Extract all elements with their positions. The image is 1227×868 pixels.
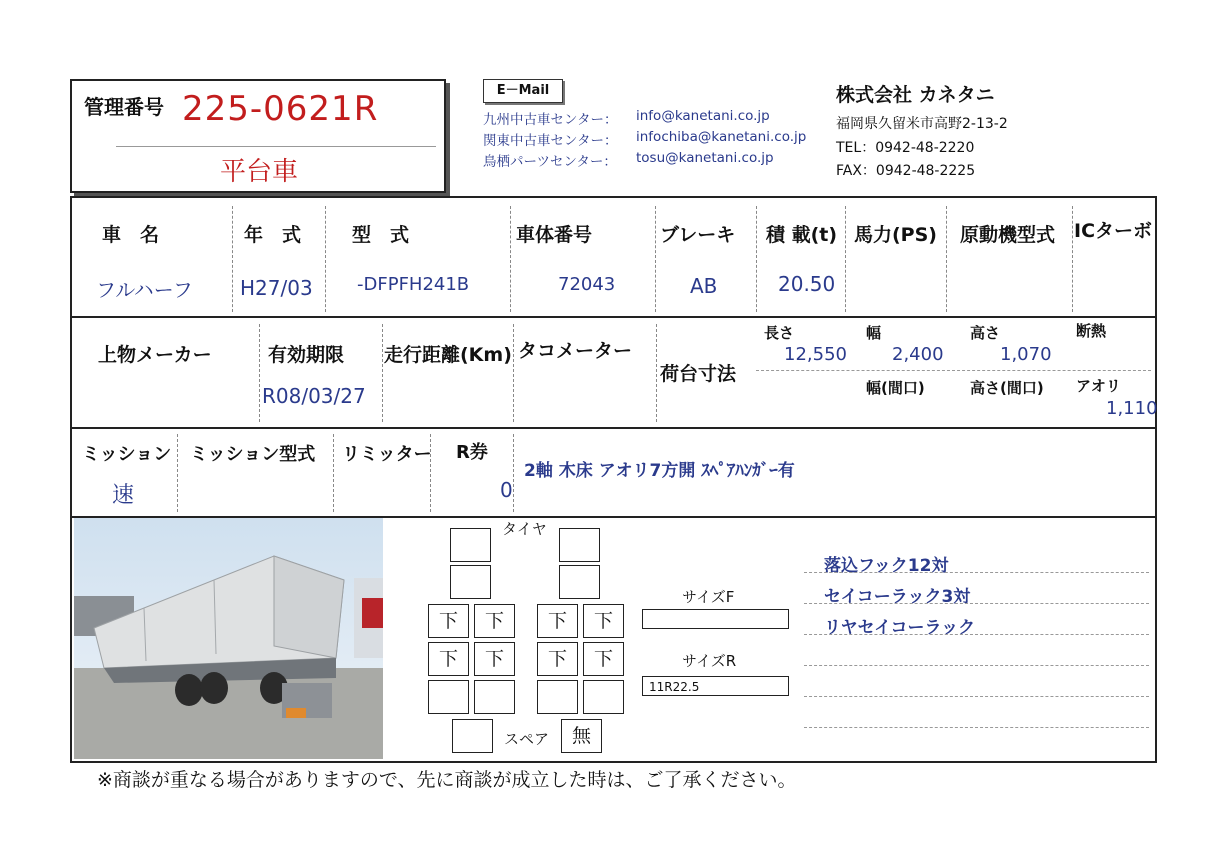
value-load: 20.50 (778, 272, 836, 296)
tire-box (450, 528, 491, 562)
label-aori: アオリ (1076, 377, 1121, 395)
tire-box-lower: 下 (474, 604, 515, 638)
tire-box-lower: 下 (583, 642, 624, 676)
size-f-field (642, 609, 789, 629)
spec-table (70, 196, 1157, 763)
footer-note: ※商談が重なる場合がありますので、先に商談が成立した時は、ご了承ください。 (97, 769, 797, 791)
header-bed-dimensions: 荷台寸法 (660, 363, 737, 385)
size-f-label: サイズF (682, 588, 735, 606)
size-r-field: 11R22.5 (642, 676, 789, 696)
value-mission: 速 (112, 483, 135, 508)
header-body-maker: 上物メーカー (98, 344, 212, 366)
header-load: 積 載(t) (766, 224, 838, 246)
value-expiry: R08/03/27 (262, 384, 366, 408)
vehicle-photo (74, 518, 383, 759)
company-tel: TEL：0942-48-2220 (836, 140, 975, 156)
value-bed-height: 1,070 (1000, 344, 1052, 365)
email-link-tosu[interactable]: tosu@kanetani.co.jp (636, 150, 774, 166)
header-mission: ミッション (82, 444, 172, 465)
value-aori: 1,110 (1106, 398, 1158, 419)
label-bed-height: 高さ (970, 324, 1001, 342)
header-tachometer: タコメーター (518, 340, 633, 362)
equipment-item: 落込フック12対 (824, 556, 949, 576)
value-bed-width: 2,400 (892, 344, 944, 365)
row-divider (72, 316, 1155, 318)
label-inner-width: 幅(間口) (866, 379, 925, 397)
equipment-item: セイコーラック3対 (824, 587, 971, 607)
value-brake: AB (690, 274, 718, 298)
email-link-kyushu[interactable]: info@kanetani.co.jp (636, 108, 770, 124)
header-chassis-number: 車体番号 (516, 224, 593, 246)
tire-box-lower: 下 (474, 642, 515, 676)
value-vehicle-name: フルハーフ (96, 278, 193, 302)
company-fax: FAX：0942-48-2225 (836, 163, 976, 179)
value-bed-length: 12,550 (784, 344, 847, 365)
tire-box (559, 565, 600, 599)
spare-tire-box (452, 719, 493, 753)
tire-box-lower: 下 (537, 642, 578, 676)
remarks: 2軸 木床 アオリ7方開 ｽﾍﾟｱﾊﾝｶﾞｰ有 (524, 461, 795, 481)
divider (116, 146, 436, 147)
header-mission-type: ミッション型式 (190, 444, 316, 465)
label-inner-height: 高さ(間口) (970, 379, 1044, 397)
header-horsepower: 馬力(PS) (854, 224, 937, 246)
value-r-ticket: 0 (500, 478, 513, 502)
email-center-kyushu: 九州中古車センター： (483, 112, 618, 128)
spare-label: スペア (504, 730, 550, 748)
header-vehicle-name: 車 名 (102, 224, 160, 246)
management-number: 225-0621R (182, 89, 379, 129)
tire-box (583, 680, 624, 714)
tire-box (450, 565, 491, 599)
tire-box (537, 680, 578, 714)
value-year: H27/03 (240, 276, 313, 300)
label-bed-width: 幅 (866, 324, 882, 342)
spare-value: 無 (561, 719, 602, 753)
value-model: -DFPFH241B (357, 274, 470, 295)
email-link-kanto[interactable]: infochiba@kanetani.co.jp (636, 129, 807, 145)
header-year: 年 式 (244, 224, 302, 246)
management-box (70, 79, 446, 193)
value-chassis-number: 72043 (558, 274, 616, 295)
label-bed-length: 長さ (764, 324, 795, 342)
header-mileage: 走行距離(Km) (384, 344, 512, 366)
row-divider (72, 427, 1155, 429)
header-ic-turbo: ICターボ (1074, 220, 1153, 242)
email-tag: E－Mail (483, 79, 563, 103)
tire-label: タイヤ (502, 520, 547, 538)
label-insulation: 断熱 (1076, 322, 1107, 340)
tire-box (559, 528, 600, 562)
email-center-kanto: 関東中古車センター： (483, 133, 618, 149)
tire-box-lower: 下 (537, 604, 578, 638)
management-label: 管理番号 (84, 95, 164, 119)
tire-box-lower: 下 (428, 642, 469, 676)
tire-box (428, 680, 469, 714)
header-engine-model: 原動機型式 (960, 224, 1056, 246)
tire-box-lower: 下 (583, 604, 624, 638)
company-address: 福岡県久留米市高野2-13-2 (836, 116, 1008, 132)
email-center-tosu: 鳥栖パーツセンター： (483, 154, 617, 170)
header-expiry: 有効期限 (268, 344, 345, 366)
vehicle-type: 平台車 (220, 157, 299, 187)
header-model: 型 式 (352, 224, 410, 246)
tire-box (474, 680, 515, 714)
header-brake: ブレーキ (660, 224, 736, 246)
header-limiter: リミッター (342, 444, 432, 465)
company-name: 株式会社 カネタニ (836, 84, 995, 106)
size-r-label: サイズR (682, 652, 737, 670)
tire-box-lower: 下 (428, 604, 469, 638)
header-r-ticket: R券 (456, 442, 488, 463)
equipment-item: リヤセイコーラック (824, 618, 976, 638)
